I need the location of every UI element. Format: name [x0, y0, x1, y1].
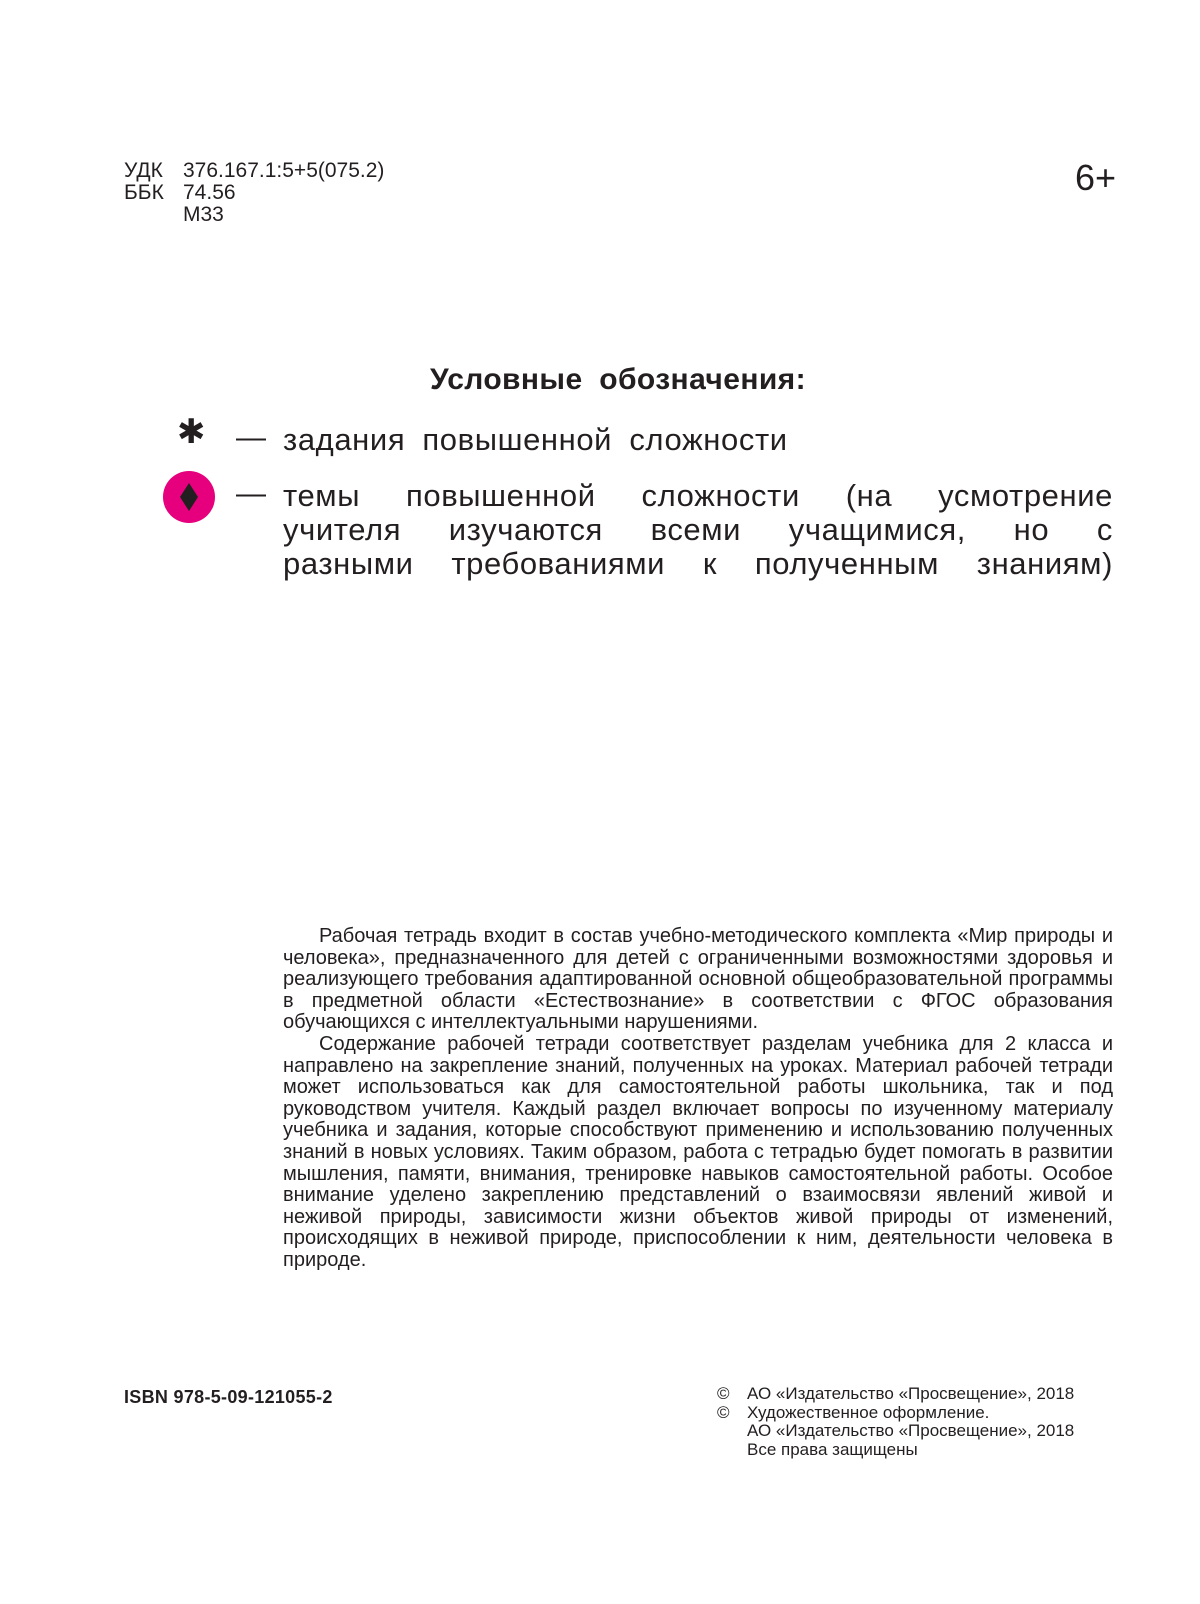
diamond-icon — [180, 483, 198, 511]
copyright-spacer — [717, 1441, 747, 1460]
annotation — [283, 926, 1113, 1272]
catalog-value: М33 — [183, 203, 224, 226]
isbn: ISBN 978-5-09-121055-2 — [124, 1387, 333, 1407]
copyright-row — [717, 1441, 1074, 1460]
legend-item-text — [283, 479, 1113, 581]
legend-dash: — — [236, 421, 266, 454]
age-rating: 6+ — [1074, 157, 1116, 198]
copyright-row — [717, 1404, 1074, 1423]
legend-title: Условные обозначения: — [430, 363, 806, 396]
copyright-text: АО «Издательство «Просвещение», 2018 — [747, 1421, 1075, 1441]
legend-item-text: задания повышенной сложности — [283, 422, 788, 457]
copyright-row — [717, 1422, 1074, 1441]
copyright-icon: © — [717, 1402, 730, 1422]
catalog-value: 376.167.1:5+5(075.2) — [183, 159, 385, 182]
copyright-text: Художественное оформление. — [747, 1402, 990, 1422]
legend-dash: — — [236, 477, 266, 510]
catalog-value: 74.56 — [183, 181, 236, 204]
copyright-block — [717, 1385, 1074, 1459]
rights-reserved: Все права защищены — [747, 1439, 918, 1459]
legend-line: темы повышенной сложности (на усмотрение — [283, 478, 1113, 513]
catalog-key: ББК — [124, 181, 164, 204]
catalog-key: УДК — [124, 159, 163, 182]
legend-line: учителя изучаются всеми учащимися, но с — [283, 512, 1113, 547]
catalog-key — [124, 204, 183, 226]
copyright-text: АО «Издательство «Просвещение», 2018 — [747, 1384, 1075, 1403]
annotation-paragraph: Рабочая тетрадь входит в состав учебно-методического комплекта «Мир природы и человека», предназначенного для детей с ограниченными возможностями здоровья и реализующего требования адаптированной основной общеобразовательной программы в предметной области «Естествознание» в соответствии с ФГОС образования обучающихся с интеллектуальными нарушениями. — [283, 925, 1113, 1034]
catalog-row-udk — [124, 160, 384, 182]
catalog-row-author-mark — [124, 204, 384, 226]
catalog-block — [124, 160, 384, 226]
copyright-icon: © — [717, 1384, 730, 1403]
catalog-row-bbk — [124, 182, 384, 204]
asterisk-icon: ✱ — [177, 413, 206, 451]
copyright-row — [717, 1385, 1074, 1404]
annotation-paragraph: Содержание рабочей тетради соответствует разделам учебника для 2 класса и направлено на закрепление знаний, полученных на уроках. Материал рабочей тетради может использоваться как для самостоятельной работы школьника, так и под руководством учителя. Каждый раздел включает вопросы по изученному материалу учебника и задания, которые способствуют применению и использованию полученных знаний в новых условиях. Таким образом, работа с тетрадью будет помогать в развитии мышления, памяти, внимания, тренировке навыков самостоятельной работы. Особое внимание уделено закреплению представлений о взаимосвязи явлений живой и неживой природы, зависимости жизни объектов живой природы от изменений, происходящих в неживой природе, приспособлении к ним, деятельности человека в природе. — [283, 1032, 1113, 1271]
diamond-marker-icon — [163, 471, 215, 523]
copyright-spacer — [717, 1422, 747, 1441]
legend-line: разными требованиями к полученным знаниям) — [283, 546, 1113, 581]
